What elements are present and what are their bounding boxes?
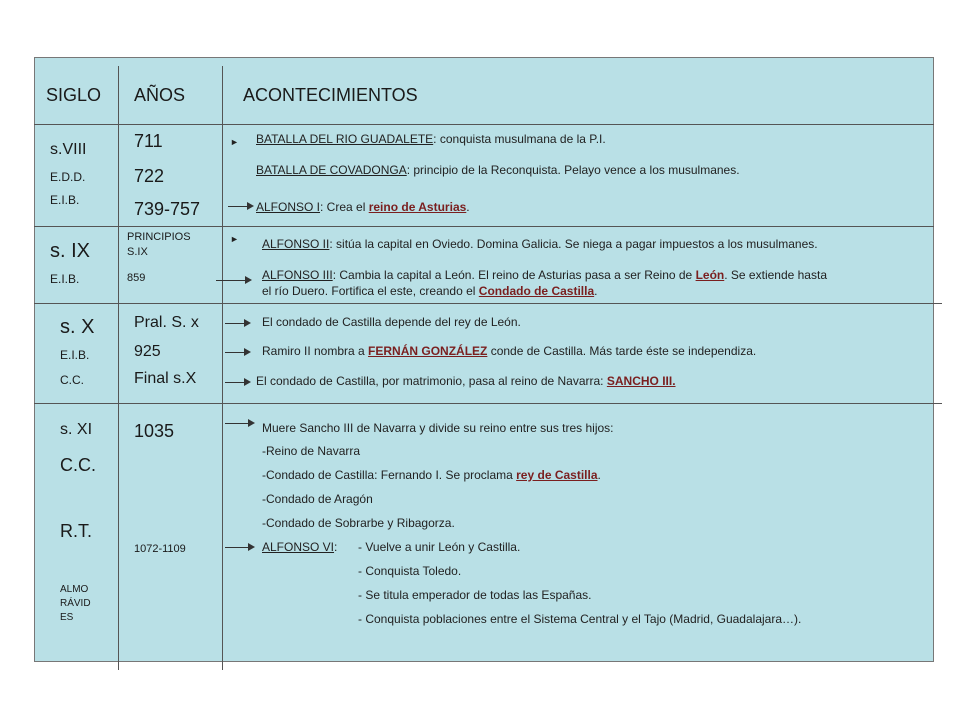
event-sancho-iii — [256, 374, 676, 388]
header-siglo: SIGLO — [46, 85, 102, 105]
event-alfonso-vi-2: - Conquista Toledo. — [358, 564, 462, 578]
event-guadalete-text: : conquista musulmana de la P.I. — [433, 132, 606, 146]
column-divider-siglo — [118, 66, 119, 670]
row2-note-eib: E.I.B. — [50, 272, 80, 286]
row3-year-925: 925 — [134, 343, 161, 360]
bullet-triangle-icon: ► — [230, 137, 239, 147]
event-castilla-text: -Condado de Castilla: Fernando I. Se proclama — [262, 468, 517, 482]
event-fernan-text2: conde de Castilla. Más tarde éste se independiza. — [487, 344, 757, 358]
arrow-icon — [225, 382, 245, 383]
row1-year-739-757: 739-757 — [134, 199, 201, 219]
header-acontecimientos: ACONTECIMIENTOS — [243, 85, 418, 105]
event-guadalete-title: BATALLA DEL RIO GUADALETE — [256, 132, 434, 146]
row-divider-2 — [34, 226, 934, 227]
row4-note-es: ES — [60, 612, 74, 623]
event-alfonso-vi-title — [262, 540, 337, 554]
row4-year-1072-1109: 1072-1109 — [134, 543, 186, 555]
event-covadonga-text: : principio de la Reconquista. Pelayo vence a los musulmanes. — [406, 163, 740, 177]
row3-note-eib: E.I.B. — [60, 348, 90, 362]
row-divider-3 — [34, 303, 942, 304]
event-alfonso-vi-colon: : — [334, 540, 338, 554]
event-alfonso-iii-text3: el río Duero. Fortifica el este, creando el — [262, 284, 479, 298]
event-covadonga-title: BATALLA DE COVADONGA — [256, 163, 407, 177]
row4-note-ravid: RÁVID — [60, 598, 91, 609]
arrow-icon — [225, 423, 249, 424]
event-alfonso-ii — [262, 237, 818, 251]
event-alfonso-iii-line2 — [262, 284, 597, 298]
event-alfonso-i-link: reino de Asturias — [368, 200, 467, 214]
event-alfonso-vi-4: - Conquista poblaciones entre el Sistema Central y el Tajo (Madrid, Guadalajara…). — [358, 612, 802, 626]
event-sancho-link: SANCHO III. — [606, 374, 676, 388]
row4-siglo: s. XI — [60, 421, 93, 438]
event-castilla-link: rey de Castilla — [516, 468, 598, 482]
event-fernan-text: Ramiro II nombra a — [262, 344, 369, 358]
row2-year-six: S.IX — [127, 246, 148, 258]
row3-siglo: s. X — [60, 316, 95, 338]
row2-year-principios: PRINCIPIOS — [127, 231, 191, 243]
row3-year-pral: Pral. S. x — [134, 314, 199, 331]
arrow-icon — [216, 280, 246, 281]
event-alfonso-i-title: ALFONSO I — [256, 200, 321, 214]
row-divider-1 — [34, 124, 934, 125]
event-condado-castilla — [262, 468, 601, 482]
row1-siglo: s.VIII — [50, 141, 87, 158]
event-fernan-gonzalez — [262, 344, 756, 358]
event-condado-depende: El condado de Castilla depende del rey de León. — [262, 315, 521, 329]
event-condado-aragon: -Condado de Aragón — [262, 492, 373, 506]
arrow-icon — [225, 547, 249, 548]
row2-year-859: 859 — [127, 272, 146, 284]
event-castilla-end: . — [597, 468, 601, 482]
event-fernan-link: FERNÁN GONZÁLEZ — [368, 344, 488, 358]
event-condado-sobrarbe: -Condado de Sobrarbe y Ribagorza. — [262, 516, 455, 530]
event-alfonso-ii-title: ALFONSO II — [262, 237, 330, 251]
row4-year-1035: 1035 — [134, 421, 175, 441]
event-reino-navarra: -Reino de Navarra — [262, 444, 361, 458]
event-guadalete — [256, 132, 606, 146]
event-alfonso-i — [256, 200, 470, 214]
arrow-icon — [225, 352, 245, 353]
event-alfonso-vi-1: - Vuelve a unir León y Castilla. — [358, 540, 521, 554]
row2-siglo: s. IX — [50, 240, 91, 262]
event-muere-sancho: Muere Sancho III de Navarra y divide su reino entre sus tres hijos: — [262, 421, 614, 435]
event-alfonso-i-end: . — [466, 200, 470, 214]
row1-note-edd: E.D.D. — [50, 170, 86, 184]
column-divider-anos — [222, 66, 223, 670]
row1-year-711: 711 — [134, 131, 163, 151]
row4-note-cc: C.C. — [60, 455, 96, 475]
event-alfonso-iii-end: . — [594, 284, 598, 298]
row1-note-eib: E.I.B. — [50, 193, 80, 207]
event-alfonso-ii-text: : sitúa la capital en Oviedo. Domina Galicia. Se niega a pagar impuestos a los musulmanes. — [329, 237, 818, 251]
event-alfonso-i-text: : Crea el — [320, 200, 369, 214]
event-alfonso-iii-leon: León — [695, 268, 725, 282]
event-alfonso-iii-text2: . Se extiende hasta — [724, 268, 827, 282]
event-alfonso-iii-condado: Condado de Castilla — [478, 284, 595, 298]
row1-year-722: 722 — [134, 166, 165, 186]
event-covadonga — [256, 163, 740, 177]
row4-note-rt: R.T. — [60, 521, 93, 541]
row3-note-cc: C.C. — [60, 373, 84, 387]
header-anos: AÑOS — [134, 85, 186, 105]
timeline-panel — [34, 57, 934, 662]
event-alfonso-iii-title: ALFONSO III — [262, 268, 333, 282]
bullet-triangle-icon: ► — [230, 234, 239, 244]
arrow-icon — [225, 323, 245, 324]
event-alfonso-iii-line1 — [262, 268, 827, 282]
event-alfonso-vi-name: ALFONSO VI — [262, 540, 335, 554]
event-sancho-text: El condado de Castilla, por matrimonio, pasa al reino de Navarra: — [256, 374, 607, 388]
event-alfonso-iii-text: : Cambia la capital a León. El reino de Asturias pasa a ser Reino de — [332, 268, 696, 282]
arrow-icon — [228, 206, 248, 207]
row3-year-final: Final s.X — [134, 370, 197, 387]
row-divider-4 — [34, 403, 942, 404]
event-alfonso-vi-3: - Se titula emperador de todas las Españas. — [358, 588, 592, 602]
row4-note-almo: ALMO — [60, 584, 89, 595]
